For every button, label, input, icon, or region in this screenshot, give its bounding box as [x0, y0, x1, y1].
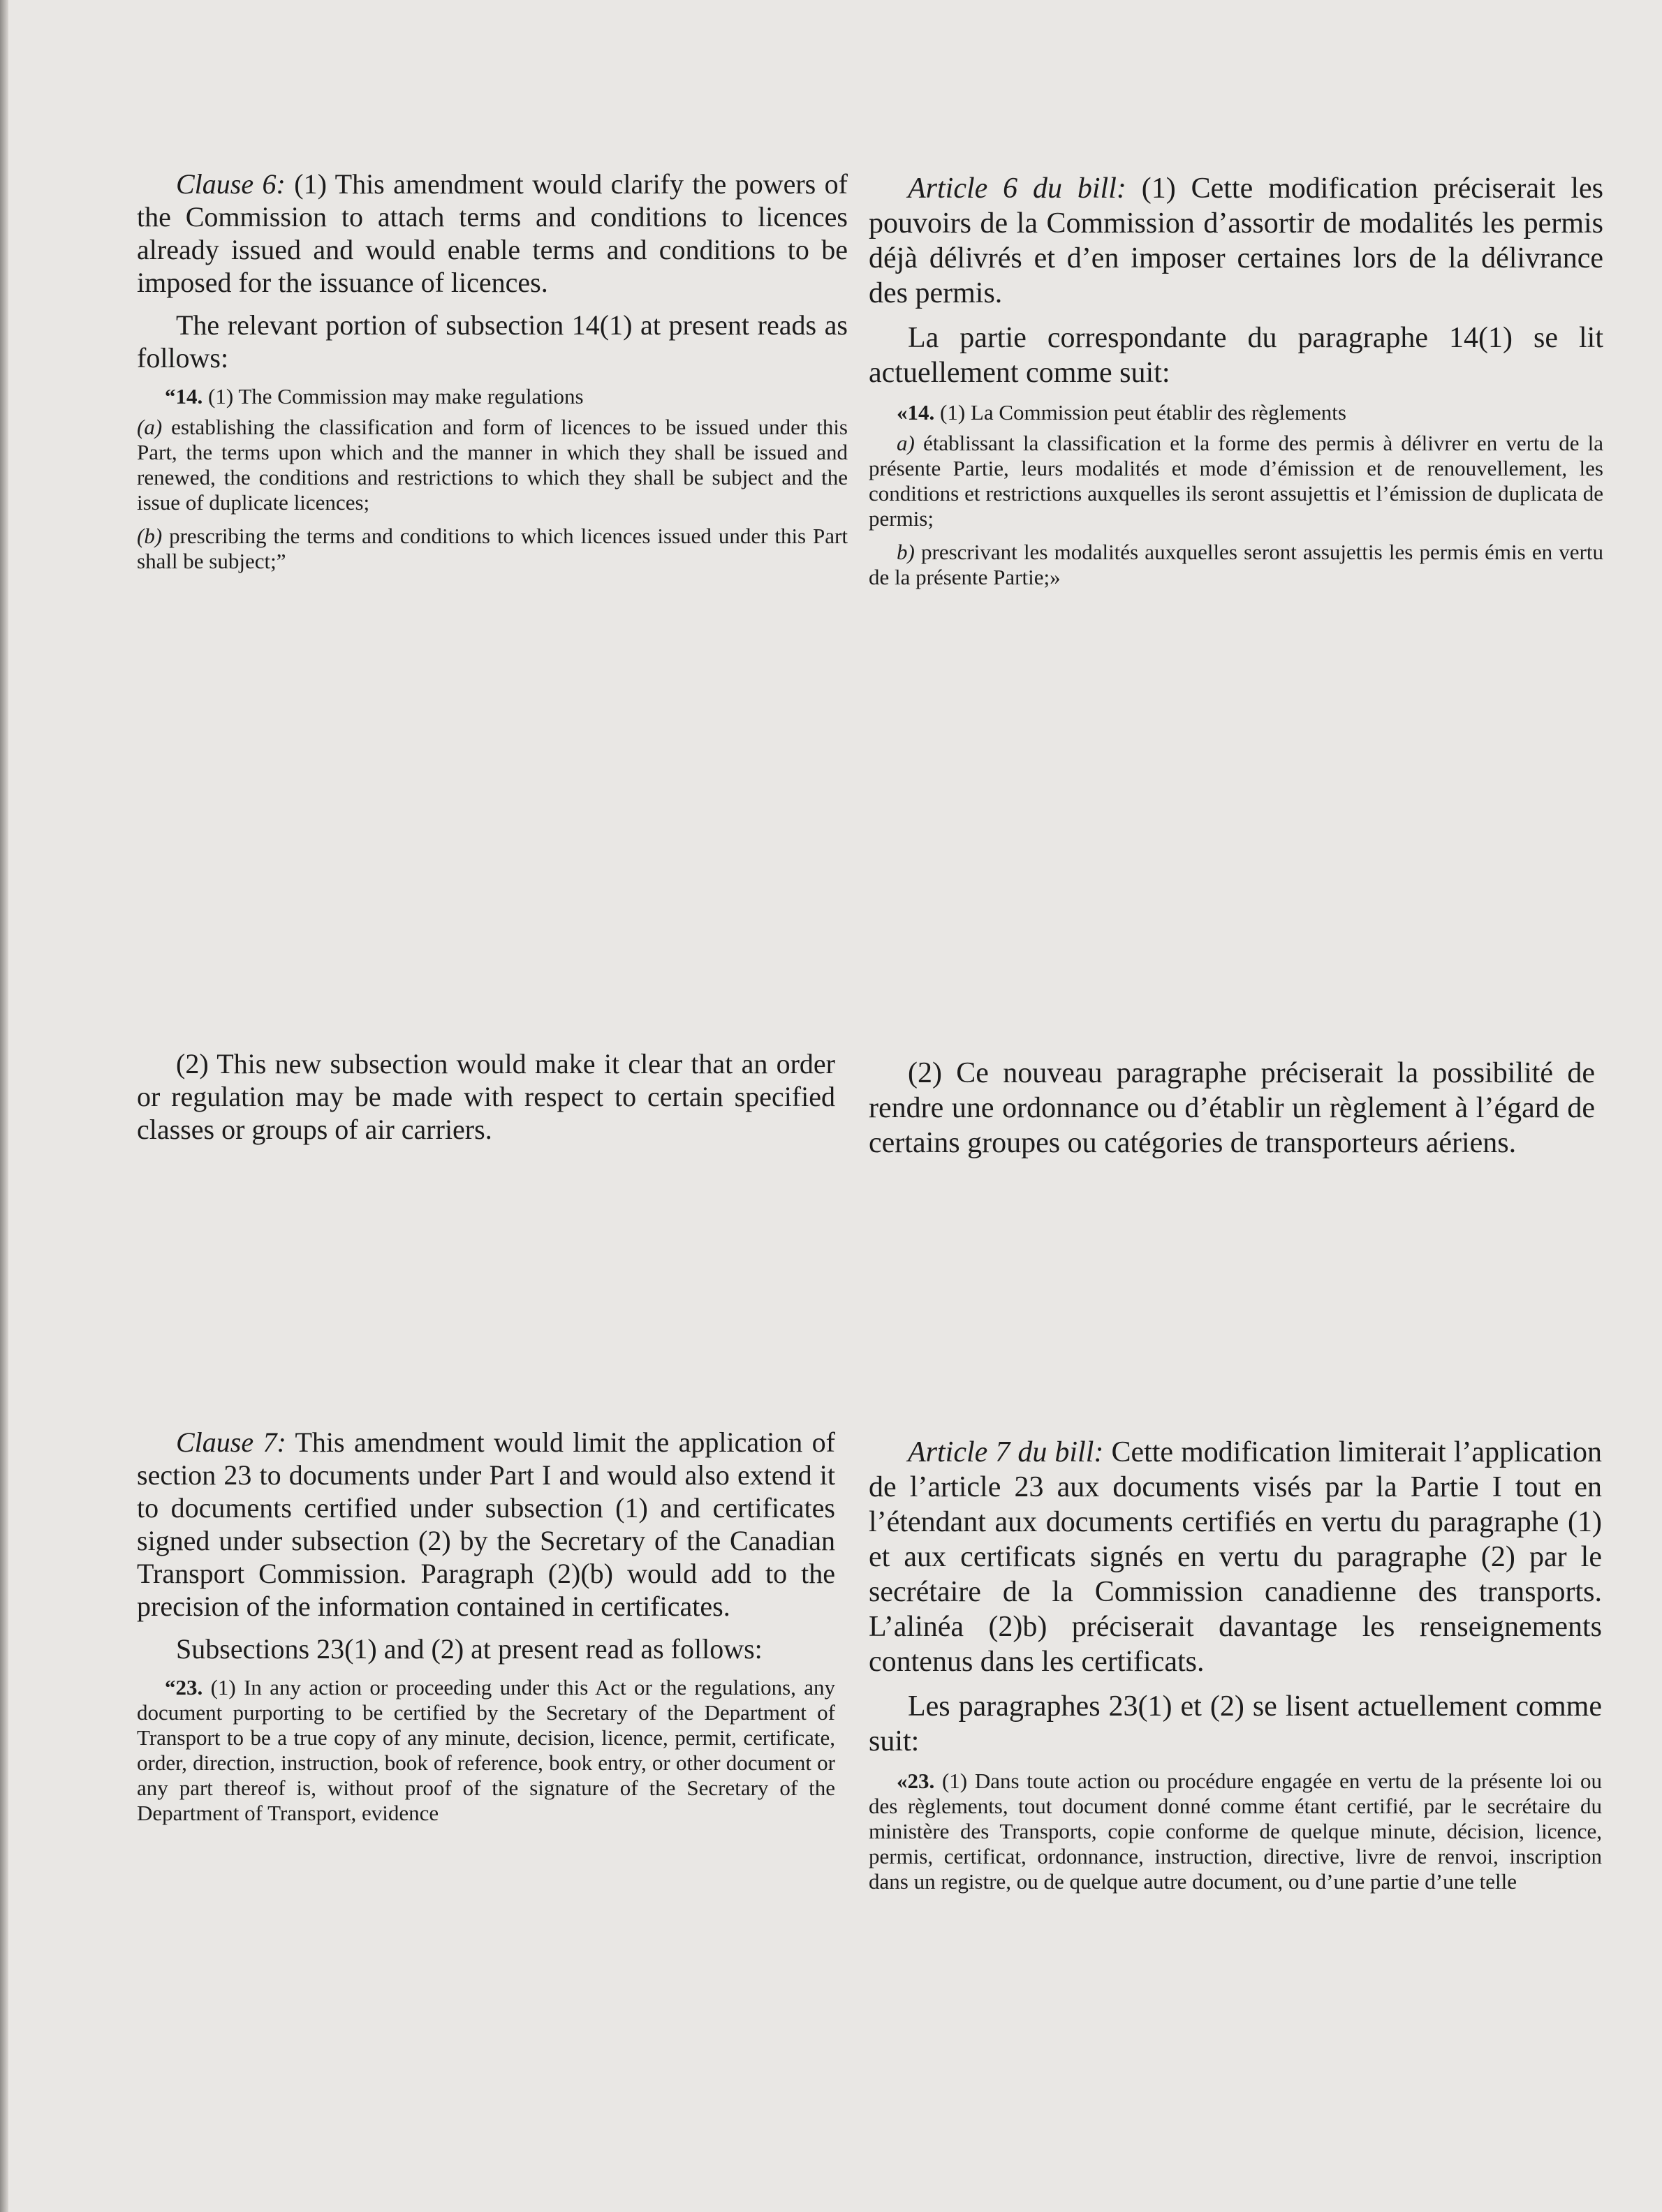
clause-7-fr-heading: Article 7 du bill:	[908, 1436, 1104, 1468]
clause-6-fr-intro: La partie correspondante du paragraphe 14(1) se lit actuellement comme suit:	[869, 322, 1603, 389]
clause-6-en-item-b-label: (b)	[137, 524, 163, 548]
clause-7-en-paragraph	[137, 1426, 835, 1623]
clause-6-en-item-a	[137, 415, 848, 515]
clause-7-en-heading: Clause 7:	[176, 1426, 286, 1458]
clause-6-en-paragraph	[137, 168, 848, 299]
clause-7-fr-quote	[869, 1769, 1602, 1894]
clause-6-en-intro: The relevant portion of subsection 14(1) at present reads as follows:	[137, 309, 848, 374]
clause-6-2-fr-text: (2) Ce nouveau paragraphe préciserait la possibilité de rendre une ordonnance ou d’établir un règlement à l’égard de certains groupes ou catégories de transporteurs aériens.	[869, 1057, 1595, 1159]
clause-6-fr-quote-lead	[869, 400, 1603, 425]
clause-6-en	[137, 168, 848, 582]
clause-6-en-item-a-text: establishing the classification and form of licences to be issued under this Part, the terms upon which and the manner in which they shall be issued and renewed, the conditions and restrictions to which they shall be subject and the issue of duplicate licences;	[137, 415, 848, 515]
clause-6-en-quote-lead-text: (1) The Commission may make regulations	[208, 384, 584, 408]
clause-6-fr-item-b	[869, 540, 1603, 590]
clause-7-en-text: This amendment would limit the application of section 23 to documents under Part I and would also extend it to documents certified under subsection (1) and certificates signed under subsection (2) by the Secretary of the Canadian Transport Commission. Paragraph (2)(b) would add to the precision of the information contained in certificates.	[137, 1426, 836, 1622]
clause-7-en-intro: Subsections 23(1) and (2) at present read as follows:	[176, 1633, 763, 1665]
clause-7-en	[137, 1426, 835, 1831]
clause-7-en-quote-number: “23.	[165, 1675, 203, 1699]
clause-6-en-quote-lead	[137, 384, 848, 409]
clause-6-fr-text: (1) Cette modification préciserait les pouvoirs de la Commission d’assortir de modalités les permis déjà délivrés et d’en imposer certaines lors de la délivrance des permis.	[869, 172, 1603, 309]
clause-6-fr-quote-lead-text: (1) La Commission peut établir des règlements	[940, 400, 1346, 425]
clause-6-fr-paragraph	[869, 171, 1603, 311]
clause-7-fr	[869, 1435, 1602, 1900]
clause-6-2-en-text: (2) This new subsection would make it clear that an order or regulation may be made with respect to certain specified classes or groups of air carriers.	[137, 1048, 835, 1145]
clause-6-fr-item-b-text: prescrivant les modalités auxquelles seront assujettis les permis émis en vertu de la présente Partie;»	[869, 540, 1604, 589]
clause-6-2-en	[137, 1047, 835, 1156]
clause-6-fr-item-b-label: b)	[897, 540, 915, 564]
clause-7-fr-text: Cette modification limiterait l’application de l’article 23 aux documents visés par la Partie I tout en l’étendant aux documents certifiés en vertu du paragraphe (1) et aux certificats signés en vertu du paragraphe (2) par le secrétaire de la Commission canadienne des transports. L’alinéa (2)b) préciserait davantage les renseignements contenus dans les certificats.	[869, 1436, 1602, 1678]
clause-6-fr-quote-number: «14.	[897, 400, 935, 425]
clause-7-fr-paragraph	[869, 1435, 1602, 1679]
clause-6-en-quote-number: “14.	[165, 384, 203, 408]
page-edge-shadow	[0, 0, 8, 2212]
clause-6-fr-item-a	[869, 431, 1603, 531]
clause-6-en-item-a-label: (a)	[137, 415, 163, 439]
clause-6-en-text: (1) This amendment would clarify the powers of the Commission to attach terms and conditions to licences already issued and would enable terms and conditions to be imposed for the issuance of licences.	[137, 168, 848, 298]
clause-6-en-item-b-text: prescribing the terms and conditions to which licences issued under this Part shall be subject;”	[137, 524, 848, 573]
clause-7-fr-quote-text: (1) Dans toute action ou procédure engagée en vertu de la présente loi ou des règlements, tout document donné comme étant certifié, par le secrétaire du ministère des Transports, copie conforme de quelque minute, décision, licence, permis, certificat, ordonnance, instruction, directive, livre de renvoi, inscription dans un registre, ou de quelque autre document, ou d’une partie d’une telle	[869, 1769, 1603, 1894]
clause-6-fr-item-a-label: a)	[897, 431, 915, 455]
clause-7-en-quote-text: (1) In any action or proceeding under this Act or the regulations, any document purporting to be certified by the Secretary of the Department of Transport to be a true copy of any minute, decision, licence, permit, certificate, order, direction, instruction, book of reference, book entry, or other document or any part thereof is, without proof of the signature of the Secretary of the Department of Transport, evidence	[137, 1675, 835, 1825]
clause-6-en-heading: Clause 6:	[176, 168, 286, 200]
clause-7-en-quote	[137, 1675, 835, 1826]
clause-6-fr-item-a-text: établissant la classification et la forme des permis à délivrer en vertu de la présente Partie, leurs modalités et mode d’émission et de renouvellement, les conditions et restrictions auxquelles ils seront assujettis et l’émission de duplicata de permis;	[869, 431, 1603, 531]
clause-6-fr	[869, 171, 1603, 598]
clause-7-fr-quote-number: «23.	[897, 1769, 935, 1793]
clause-6-2-fr	[869, 1056, 1595, 1170]
clause-6-fr-heading: Article 6 du bill:	[908, 172, 1126, 205]
clause-6-en-item-b	[137, 524, 848, 574]
clause-7-fr-intro: Les paragraphes 23(1) et (2) se lisent actuellement comme suit:	[869, 1690, 1602, 1757]
